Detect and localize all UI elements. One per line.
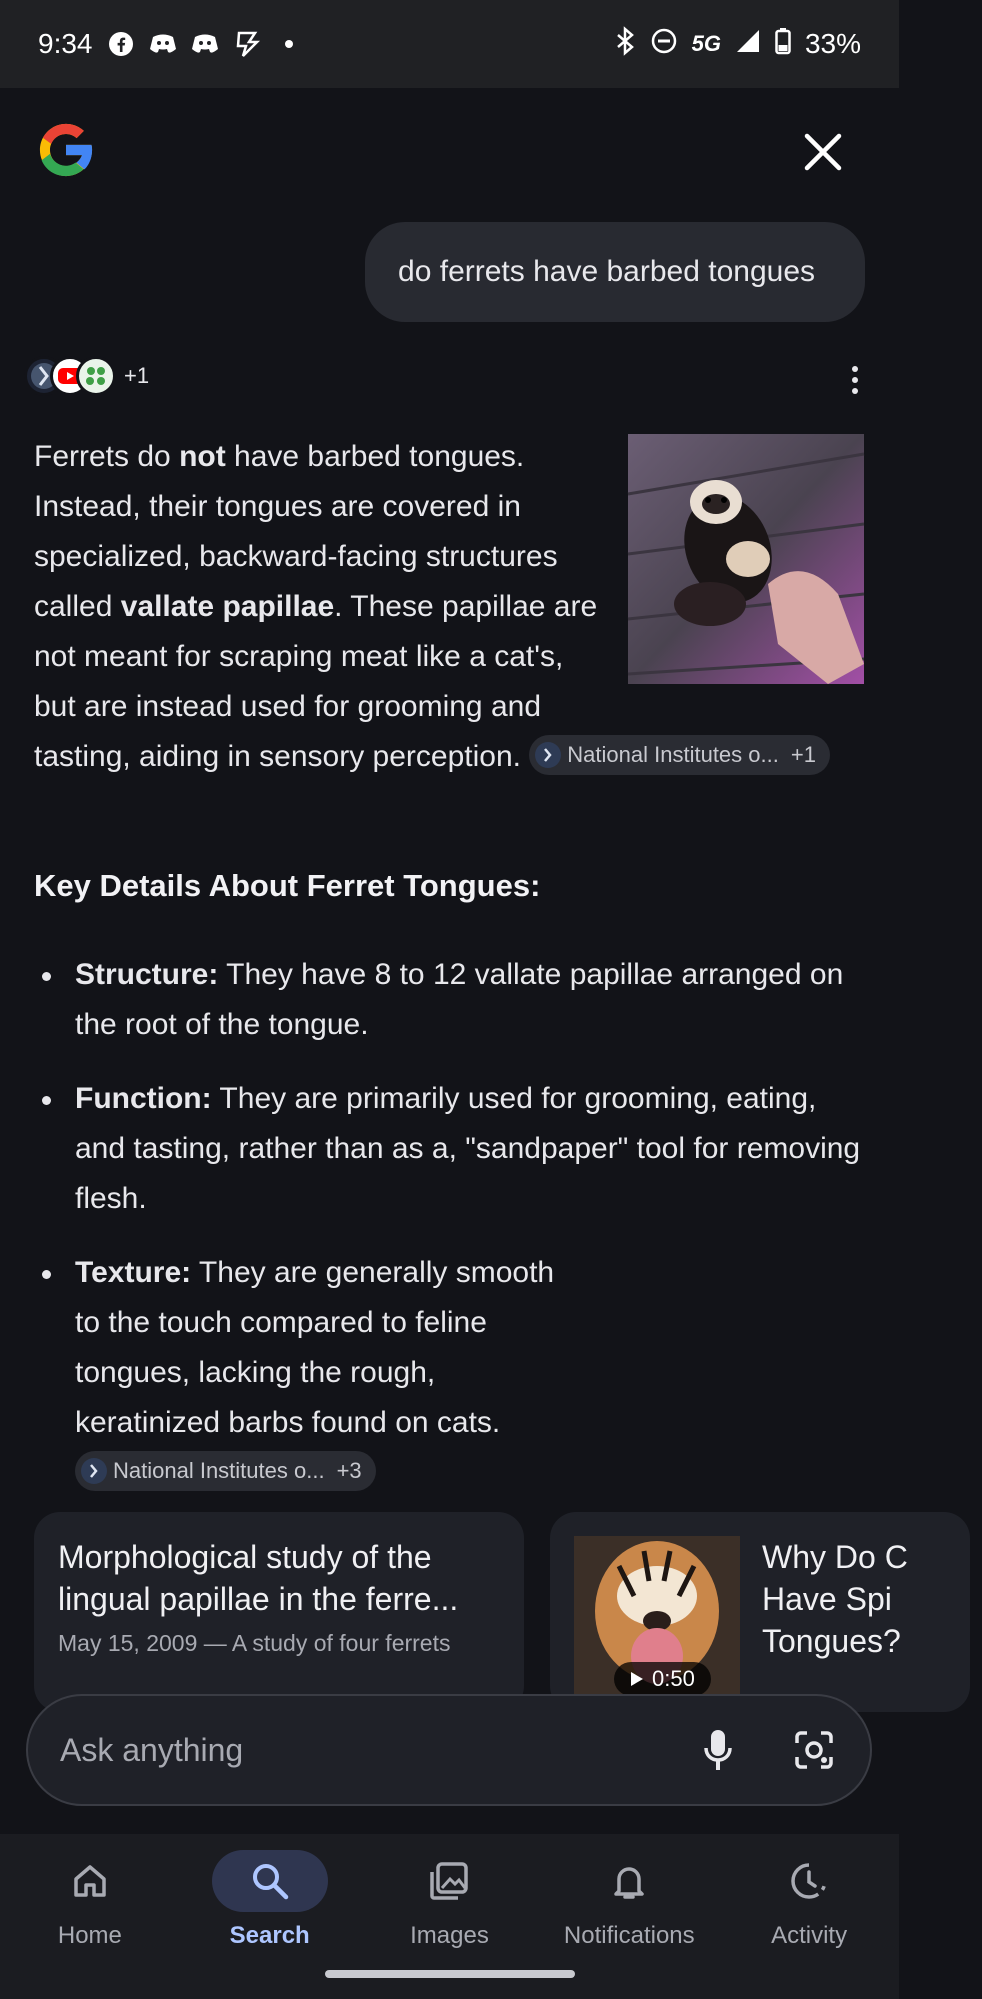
- dot: [852, 377, 858, 383]
- duration-text: 0:50: [652, 1666, 695, 1691]
- facebook-icon: [107, 30, 135, 58]
- bullet-text: They are generally smooth to the touch compared to feline tongues, lacking the rough, keratinized barbs found on cats.: [75, 1256, 555, 1439]
- sources-row[interactable]: [24, 356, 149, 396]
- citation-count: +3: [336, 1458, 362, 1484]
- citation-count: +1: [790, 742, 816, 768]
- card-title-line: Tongues?: [762, 1623, 901, 1659]
- nav-label: Notifications: [563, 1922, 695, 1949]
- card-title-line: Why Do C: [762, 1539, 908, 1575]
- bullet-label: Structure:: [75, 958, 219, 991]
- citation-label: National Institutes o...: [567, 742, 779, 768]
- ai-answer: [34, 432, 864, 782]
- section-heading: Key Details About Ferret Tongues:: [34, 868, 541, 903]
- card-meta: May 15, 2009 — A study of four ferrets: [58, 1630, 451, 1656]
- list-item: [34, 1248, 874, 1498]
- nav-home[interactable]: [0, 1834, 180, 1999]
- card-title-line: Have Spi: [762, 1581, 892, 1617]
- list-item: [34, 1074, 874, 1224]
- more-options-button[interactable]: [845, 360, 865, 400]
- notification-dot-icon: [275, 30, 303, 58]
- ferret-image[interactable]: [628, 434, 864, 684]
- close-button[interactable]: [801, 130, 845, 174]
- images-icon: [391, 1850, 507, 1912]
- ask-bar: [26, 1694, 872, 1806]
- video-duration: [614, 1662, 711, 1696]
- home-icon: [32, 1850, 148, 1912]
- signal-icon: [735, 28, 761, 61]
- bolt-icon: [233, 30, 261, 58]
- nav-label: Activity: [771, 1922, 848, 1949]
- nih-source-icon: [81, 1458, 107, 1484]
- nih-source-icon: [535, 742, 561, 768]
- video-card[interactable]: [550, 1512, 970, 1712]
- answer-bold-term: vallate papillae: [120, 590, 335, 623]
- citation-label: National Institutes o...: [113, 1458, 325, 1484]
- source-cards-carousel[interactable]: [34, 1512, 908, 1691]
- search-icon: [212, 1850, 328, 1912]
- nav-label: Images: [410, 1922, 489, 1949]
- battery-icon: [775, 27, 791, 62]
- bell-icon: [571, 1850, 687, 1912]
- home-indicator[interactable]: [325, 1970, 575, 1978]
- nav-label: Search: [229, 1922, 310, 1949]
- answer-text: Ferrets do: [34, 440, 180, 473]
- bullet-text: They are primarily used for grooming, eating, and tasting, rather than as a, "sandpaper" tool for removing flesh.: [75, 1082, 861, 1215]
- citation-chip[interactable]: [75, 1451, 376, 1491]
- card-title: Morphological study of the lingual papillae in the ferre...: [58, 1539, 459, 1617]
- status-bar: [0, 0, 899, 88]
- voice-search-button[interactable]: [694, 1726, 742, 1774]
- bluetooth-icon: [614, 27, 636, 62]
- nav-activity[interactable]: [719, 1834, 899, 1999]
- bullet-label: Function:: [75, 1082, 212, 1115]
- dot: [852, 388, 858, 394]
- discord-icon-2: [191, 30, 219, 58]
- dot: [852, 366, 858, 372]
- answer-text: have barbed tongues. Instead, their tongues are covered in specialized, backward-facing structures called: [34, 440, 558, 623]
- card-title: [762, 1536, 982, 1662]
- ask-input[interactable]: [60, 1732, 694, 1769]
- google-logo: [32, 116, 100, 184]
- bullet-label: Texture:: [75, 1256, 192, 1289]
- battery-percent: 33%: [804, 28, 861, 59]
- paw-source-icon: [76, 356, 116, 396]
- discord-icon: [149, 30, 177, 58]
- user-query-text: do ferrets have barbed tongues: [398, 255, 815, 288]
- activity-icon: [751, 1850, 867, 1912]
- close-icon: [801, 130, 845, 174]
- key-details-list: [34, 950, 874, 1522]
- status-time: 9:34: [38, 28, 93, 59]
- bullet-text: They have 8 to 12 vallate papillae arranged on the root of the tongue.: [75, 958, 844, 1041]
- network-label: 5G: [691, 31, 721, 56]
- sources-extra-count: +1: [124, 363, 150, 388]
- answer-text: . These papillae are not meant for scraping meat like a cat's, but are instead used for grooming and tasting, aiding in sensory perception.: [34, 590, 598, 773]
- lens-icon: [793, 1729, 835, 1771]
- do-not-disturb-icon: [650, 27, 678, 62]
- citation-chip[interactable]: [529, 735, 830, 775]
- lens-button[interactable]: [790, 1726, 838, 1774]
- user-query-bubble: [365, 222, 865, 322]
- microphone-icon: [703, 1728, 733, 1772]
- answer-bold-not: not: [179, 440, 226, 473]
- nav-label: Home: [57, 1922, 122, 1949]
- list-item: [34, 950, 874, 1050]
- play-icon: [630, 1671, 644, 1687]
- video-thumbnail: [574, 1536, 740, 1696]
- source-card[interactable]: [34, 1512, 524, 1712]
